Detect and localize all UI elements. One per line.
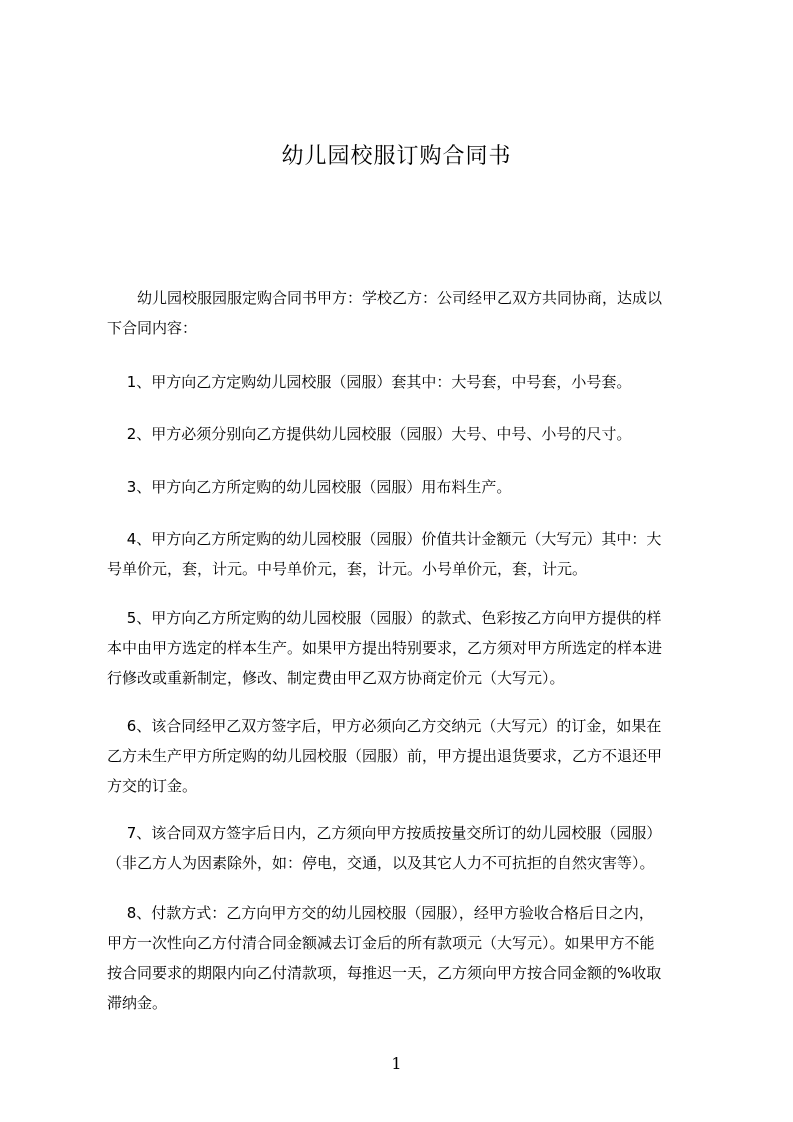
- text-line: 乙方未生产甲方所定购的幼儿园校服（园服）前，甲方提出退货要求，乙方不退还甲: [107, 747, 663, 765]
- text-line: 滞纳金。: [107, 994, 168, 1012]
- page-number: 1: [391, 1054, 402, 1073]
- text-line: 4、甲方向乙方所定购的幼儿园校服（园服）价值共计金额元（大写元）其中：大: [107, 530, 662, 548]
- text-line: 行修改或重新制定，修改、制定费由甲乙双方协商定价元（大写元）。: [107, 669, 565, 687]
- text-line: 8、付款方式：乙方向甲方交的幼儿园校服（园服），经甲方验收合格后日之内，: [107, 904, 654, 922]
- document-title: 幼儿园校服订购合同书: [281, 144, 512, 169]
- text-line: 3、甲方向乙方所定购的幼儿园校服（园服）用布料生产。: [107, 478, 512, 496]
- paragraph-clause-6: [107, 711, 713, 801]
- text-line: 甲方一次性向乙方付清合同金额减去订金后的所有款项元（大写元）。如果甲方不能: [107, 934, 655, 952]
- text-line: 号单价元，套，计元。中号单价元，套，计元。小号单价元，套，计元。: [107, 560, 588, 578]
- text-line: 本中由甲方选定的样本生产。如果甲方提出特别要求，乙方须对甲方所选定的样本进: [107, 639, 663, 657]
- text-line: 下合同内容：: [107, 319, 198, 337]
- text-line: （非乙方人为因素除外，如：停电，交通，以及其它人力不可抗拒的自然灾害等）。: [107, 854, 655, 872]
- text-line: 5、甲方向乙方所定购的幼儿园校服（园服）的款式、色彩按乙方向甲方提供的样: [107, 609, 662, 627]
- paragraph-clause-2: [107, 419, 713, 449]
- paragraph-clause-1: [107, 367, 713, 397]
- paragraph-clause-3: [107, 472, 713, 502]
- paragraph-clause-5: [107, 603, 713, 693]
- paragraph-clause-8: [107, 898, 713, 1018]
- paragraph-clause-4: [107, 524, 713, 584]
- text-line: 方交的订金。: [107, 777, 198, 795]
- text-line: 1、甲方向乙方定购幼儿园校服（园服）套其中：大号套，中号套，小号套。: [107, 373, 632, 391]
- paragraph-intro: [107, 283, 713, 343]
- text-line: 2、甲方必须分别向乙方提供幼儿园校服（园服）大号、中号、小号的尺寸。: [107, 425, 632, 443]
- text-line: 7、该合同双方签字后日内，乙方须向甲方按质按量交所订的幼儿园校服（园服）: [107, 824, 662, 842]
- text-line: 幼儿园校服园服定购合同书甲方：学校乙方：公司经甲乙双方共同协商，达成以: [107, 289, 663, 307]
- paragraph-clause-7: [107, 818, 713, 878]
- text-line: 6、该合同经甲乙双方签字后，甲方必须向乙方交纳元（大写元）的订金，如果在: [107, 717, 662, 735]
- text-line: 按合同要求的期限内向乙付清款项，每推迟一天，乙方须向甲方按合同金额的%收取: [107, 964, 662, 982]
